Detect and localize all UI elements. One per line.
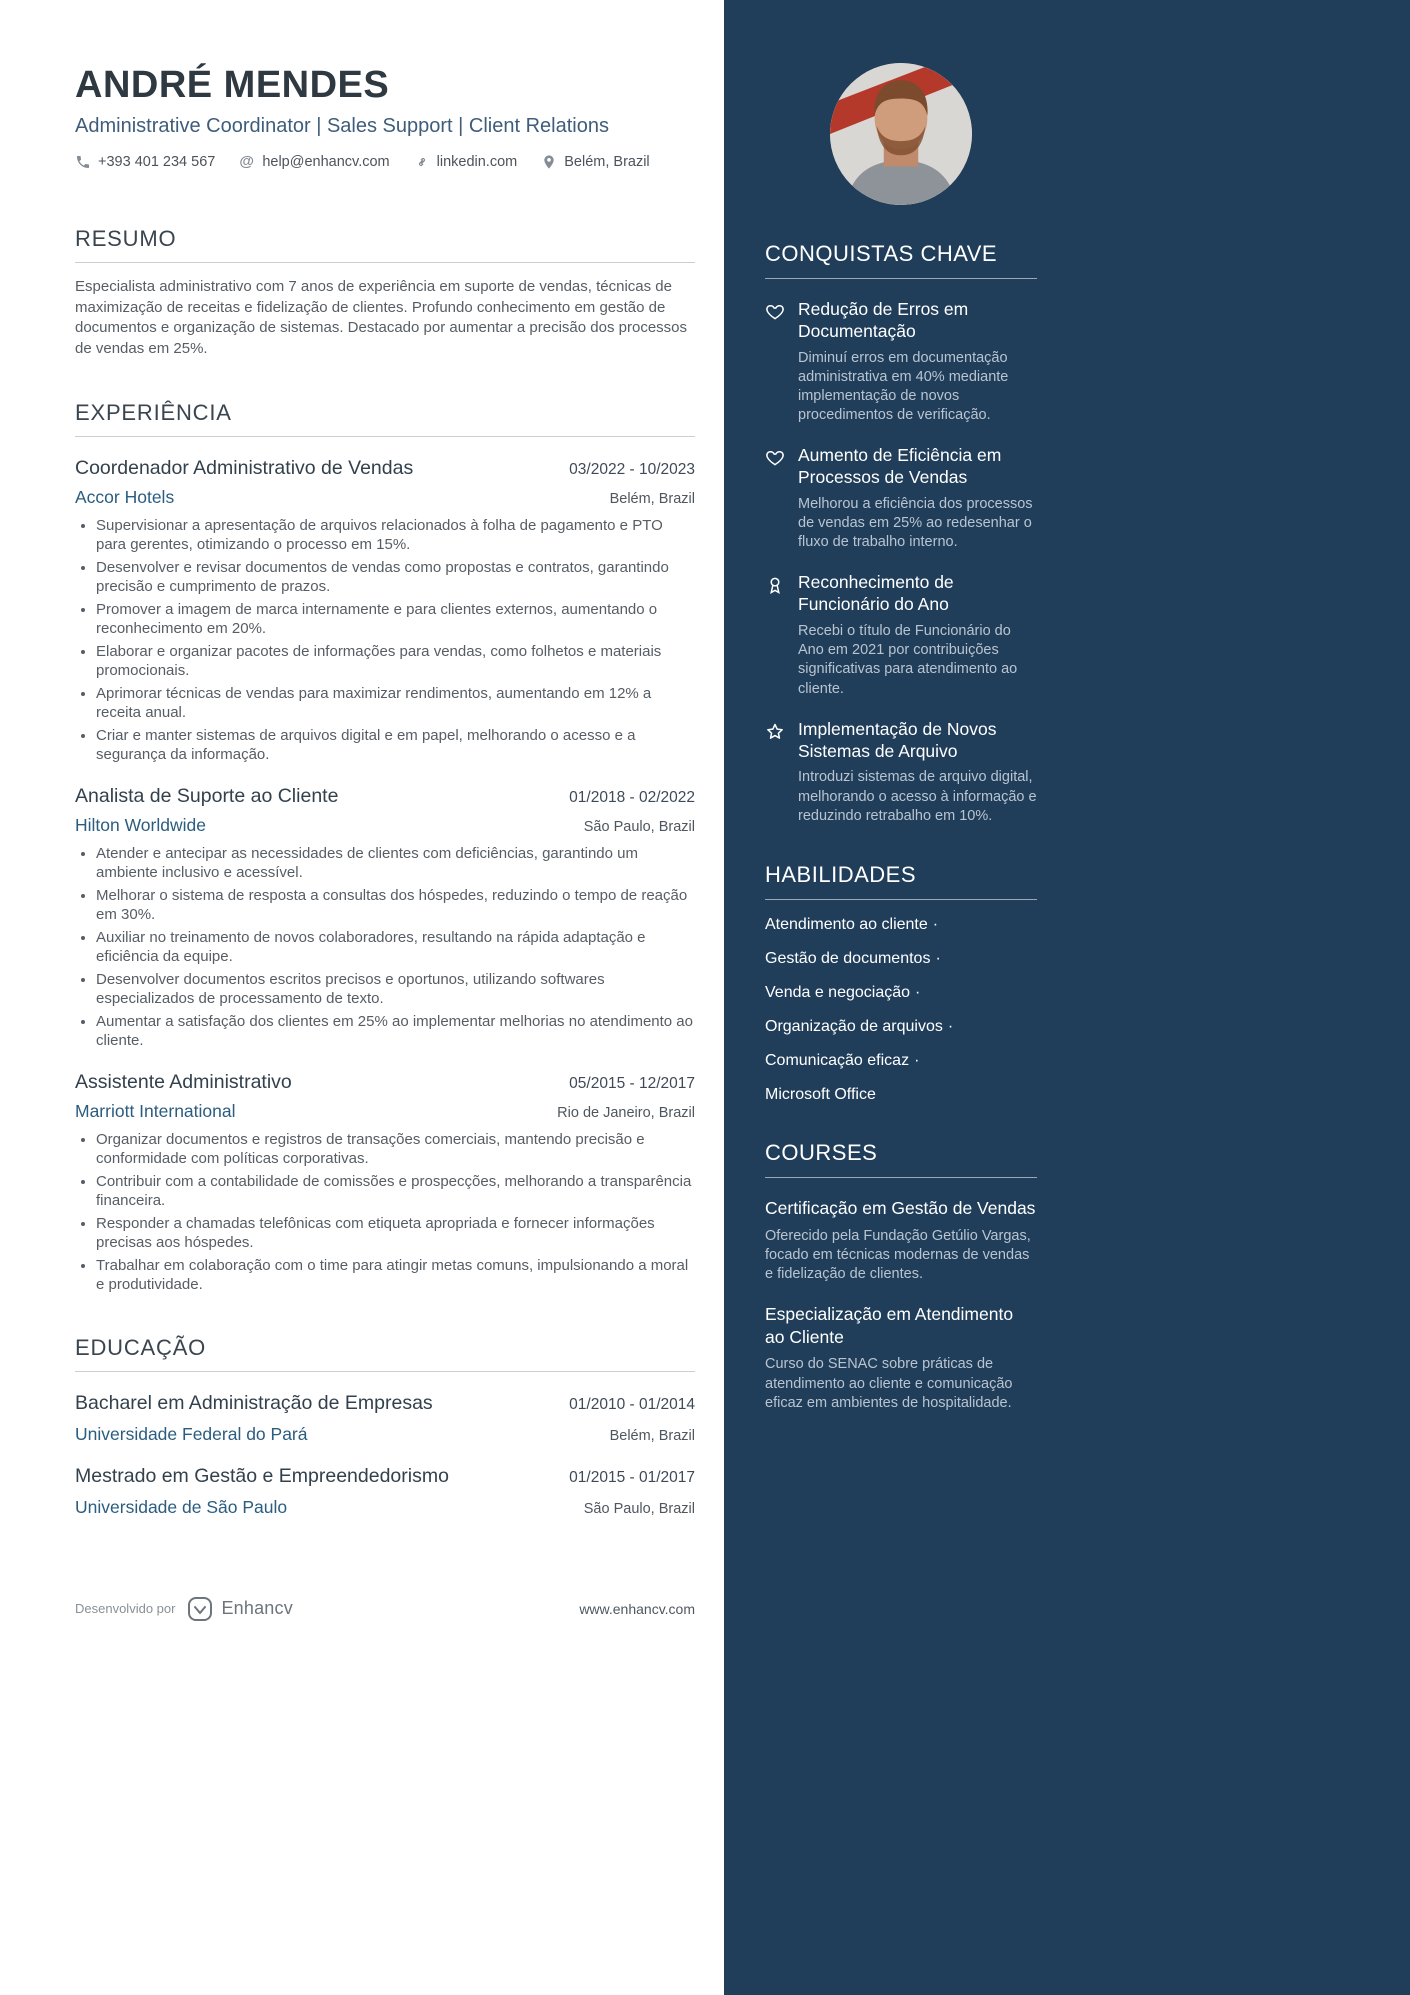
phone-text: +393 401 234 567 (98, 154, 216, 170)
job-title: Analista de Suporte ao Cliente (75, 784, 339, 807)
location-text: Belém, Brazil (564, 154, 650, 170)
degree-title: Bacharel em Administração de Empresas (75, 1391, 433, 1414)
course-title: Certificação em Gestão de Vendas (765, 1197, 1036, 1218)
job-company: Accor Hotels (75, 486, 175, 507)
job-bullets (75, 1130, 695, 1295)
job-location: Belém, Brazil (609, 490, 695, 507)
job-entry (75, 785, 695, 1051)
avatar (830, 63, 972, 205)
skill-separator: · (914, 1051, 920, 1069)
achievement-item (765, 299, 1037, 425)
footer (75, 1596, 695, 1622)
courses-heading: COURSES (765, 1140, 1037, 1178)
person-name: ANDRÉ MENDES (75, 64, 390, 106)
section-resumo (75, 226, 695, 360)
achievement-description: Introduzi sistemas de arquivo digital, melhorando o acesso à informação e reduzindo retrabalho em 10%. (798, 769, 1037, 824)
job-location: Rio de Janeiro, Brazil (557, 1104, 695, 1121)
website-link[interactable]: www.enhancv.com (579, 1600, 695, 1617)
job-bullet: • Aumentar a satisfação dos clientes em 25% ao implementar melhorias no atendimento ao cliente. (96, 1012, 695, 1051)
experiencia-heading: EXPERIÊNCIA (75, 400, 695, 437)
section-courses (765, 1140, 1037, 1413)
skill-separator: · (915, 983, 921, 1001)
resumo-text: Especialista administrativo com 7 anos de experiência em suporte de vendas, técnicas de maximização de receitas e fidelização de clientes. Profundo conhecimento em gestão de documentos e organização de sistemas. Destacado por aumentar a precisão dos processos de vendas em 25%. (75, 278, 688, 358)
heart-icon (765, 448, 785, 552)
star-icon (765, 722, 785, 826)
job-bullet: • Desenvolver e revisar documentos de vendas como propostas e contratos, garantindo precisão e cumprimento de prazos. (96, 558, 695, 597)
skills-heading: HABILIDADES (765, 862, 1037, 900)
course-item (765, 1197, 1037, 1284)
degree-location: Belém, Brazil (609, 1427, 695, 1444)
job-dates: 05/2015 - 12/2017 (569, 1074, 695, 1092)
degree-school: Universidade de São Paulo (75, 1496, 288, 1517)
heart-icon (765, 302, 785, 425)
job-entry (75, 1071, 695, 1295)
skill-item: Venda e negociação · (765, 983, 921, 1001)
job-bullet: • Melhorar o sistema de resposta a consultas dos hóspedes, reduzindo o tempo de reação em 30%. (96, 886, 695, 925)
degree-school: Universidade Federal do Pará (75, 1423, 308, 1444)
job-bullet: • Atender e antecipar as necessidades de clientes com deficiências, garantindo um ambiente inclusivo e acessível. (96, 844, 695, 883)
email-text[interactable]: help@enhancv.com (262, 154, 390, 170)
job-bullet: • Organizar documentos e registros de transações comerciais, mantendo precisão e conformidade com políticas corporativas. (96, 1130, 695, 1169)
section-skills (765, 862, 1037, 1104)
achievement-title: Redução de Erros em Documentação (798, 299, 969, 341)
skill-item: Microsoft Office (765, 1085, 876, 1103)
job-bullet: • Promover a imagem de marca internamente e para clientes externos, aumentando o reconhecimento em 20%. (96, 600, 695, 639)
educacao-heading: EDUCAÇÃO (75, 1335, 695, 1372)
enhancv-logo (187, 1596, 213, 1622)
skill-item: Gestão de documentos · (765, 949, 941, 967)
medal-icon (765, 575, 785, 698)
course-description: Curso do SENAC sobre práticas de atendimento ao cliente e comunicação eficaz em ambientes de hospitalidade. (765, 1356, 1013, 1411)
skill-separator: · (947, 1017, 954, 1035)
course-title: Especialização em Atendimento ao Cliente (765, 1303, 1014, 1347)
section-experiencia (75, 400, 695, 1295)
contact-linkedin[interactable] (414, 154, 518, 170)
job-dates: 01/2018 - 02/2022 (569, 788, 695, 806)
section-achievements (765, 241, 1037, 826)
skill-item: Organização de arquivos · (765, 1017, 954, 1035)
sidebar (724, 0, 1410, 1995)
job-bullet: • Desenvolver documentos escritos precisos e oportunos, utilizando softwares especializados de processamento de texto. (96, 970, 695, 1009)
job-bullet: • Criar e manter sistemas de arquivos digital e em papel, melhorando o acesso e a segurança da informação. (96, 726, 695, 765)
achievements-heading: CONQUISTAS CHAVE (765, 241, 1037, 279)
linkedin-text[interactable]: linkedin.com (436, 154, 518, 170)
skill-item: Comunicação eficaz · (765, 1051, 920, 1069)
achievement-title: Reconhecimento de Funcionário do Ano (798, 572, 954, 615)
job-bullet: • Aprimorar técnicas de vendas para maximizar rendimentos, aumentando em 12% a receita anual. (96, 684, 695, 723)
skill-separator: · (935, 949, 941, 967)
skill-separator: · (932, 915, 939, 933)
job-bullet: • Supervisionar a apresentação de arquivos relacionados à folha de pagamento e PTO para gerentes, otimizando o processo em 15%. (96, 516, 695, 555)
job-bullet: • Contribuir com a contabilidade de comissões e prospecções, melhorando a transparência financeira. (96, 1172, 695, 1211)
achievement-title: Implementação de Novos Sistemas de Arquivo (798, 718, 997, 761)
job-bullet: • Responder a chamadas telefônicas com etiqueta apropriada e fornecer informações precisas aos hóspedes. (96, 1214, 695, 1253)
job-bullet: • Elaborar e organizar pacotes de informações para vendas, como folhetos e materiais promocionais. (96, 642, 695, 681)
degree-dates: 01/2010 - 01/2014 (569, 1395, 695, 1413)
job-bullet: • Trabalhar em colaboração com o time para atingir metas comuns, impulsionando a moral e produtividade. (96, 1256, 695, 1295)
course-description: Oferecido pela Fundação Getúlio Vargas, focado em técnicas modernas de vendas e fidelização de clientes. (765, 1227, 1031, 1282)
job-title: Assistente Administrativo (75, 1070, 292, 1093)
person-headline: Administrative Coordinator | Sales Support | Client Relations (75, 115, 609, 137)
powered-by-text: Desenvolvido por (75, 1601, 176, 1617)
job-entry (75, 457, 695, 765)
link-icon (414, 154, 430, 170)
contact-row (75, 154, 695, 170)
degree-title: Mestrado em Gestão e Empreendedorismo (75, 1464, 449, 1487)
achievement-item (765, 572, 1037, 698)
job-bullet: • Auxiliar no treinamento de novos colaboradores, resultando na rápida adaptação e eficiência da equipe. (96, 928, 695, 967)
degree-entry (75, 1465, 695, 1518)
degree-location: São Paulo, Brazil (583, 1500, 695, 1517)
job-dates: 03/2022 - 10/2023 (569, 460, 695, 478)
job-bullets (75, 844, 695, 1051)
achievement-description: Recebi o título de Funcionário do Ano em 2021 por contribuições significativas para atendimento ao cliente. (798, 623, 1018, 697)
phone-icon (75, 154, 91, 170)
achievement-title: Aumento de Eficiência em Processos de Vendas (798, 445, 1002, 488)
degree-dates: 01/2015 - 01/2017 (569, 1468, 695, 1486)
job-title: Coordenador Administrativo de Vendas (75, 456, 414, 479)
location-icon (541, 154, 557, 170)
skill-item: Atendimento ao cliente · (765, 915, 939, 933)
achievement-item (765, 445, 1037, 552)
degree-entry (75, 1392, 695, 1445)
profile-photo (830, 63, 972, 205)
section-educacao (75, 1335, 695, 1518)
brand-name: Enhancv (221, 1598, 293, 1619)
resumo-heading: RESUMO (75, 226, 695, 263)
achievement-item (765, 719, 1037, 826)
contact-email[interactable] (239, 154, 389, 170)
achievement-description: Melhorou a eficiência dos processos de vendas em 25% ao redesenhar o fluxo de trabalho interno. (798, 496, 1033, 551)
contact-location (541, 154, 649, 170)
job-location: São Paulo, Brazil (583, 818, 695, 835)
email-icon: @ (239, 153, 254, 170)
sidebar-content (765, 63, 1037, 1413)
job-company: Marriott International (75, 1100, 236, 1121)
contact-phone (75, 154, 215, 170)
course-item (765, 1303, 1037, 1413)
achievement-description: Diminuí erros em documentação administrativa em 40% mediante implementação de novos procedimentos de verificação. (798, 349, 1009, 424)
job-bullets (75, 516, 695, 765)
job-company: Hilton Worldwide (75, 814, 206, 835)
